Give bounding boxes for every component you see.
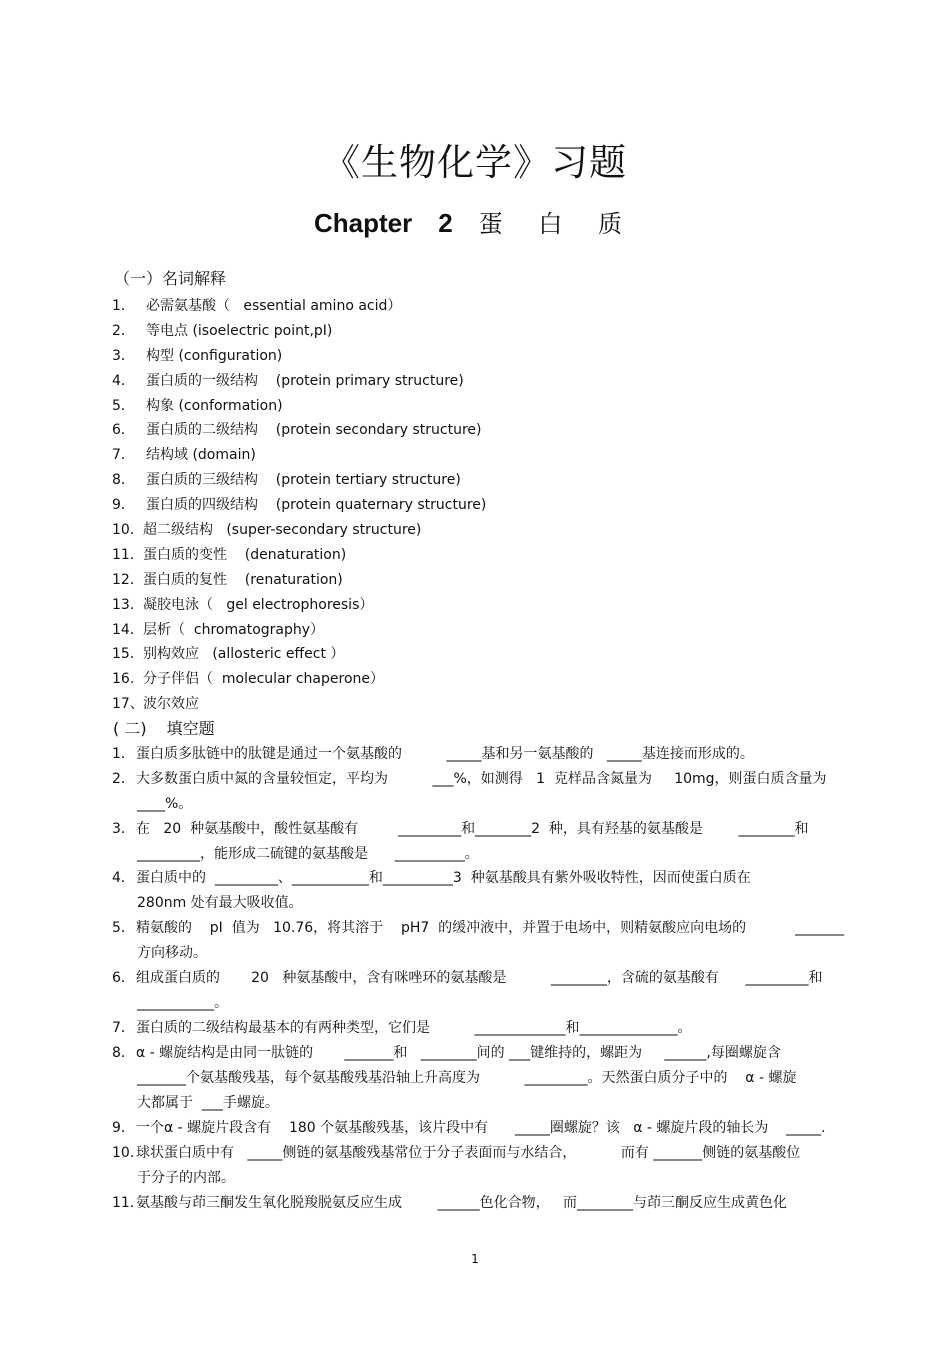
question-line: 精氨酸的 pI 值为 10.76，将其溶于 pH7 的缓冲液中，并置于电场中，则精氨酸应向电场的 _______ (136, 920, 845, 936)
question-number: 4． (112, 870, 135, 886)
item-text: 构象 (conformation) (146, 397, 283, 414)
question-line: 大多数蛋白质中氮的含量较恒定，平均为 ___%，如测得 1 克样品含氮量为 10mg，则蛋白质含量为 (136, 771, 827, 787)
item-text: 蛋白质的一级结构 (protein primary structure) (146, 372, 464, 389)
question-number: 3． (112, 821, 135, 837)
item-number: 9． (112, 497, 135, 514)
list-item (112, 445, 486, 470)
question-line: _________，能形成二硫键的氨基酸是 __________。 (137, 846, 479, 862)
page-title: 《生物化学》习题 (323, 141, 627, 184)
item-number: 11． (112, 546, 144, 563)
item-number: 6． (112, 422, 135, 439)
item-number: 5． (112, 397, 135, 414)
question-line: _______个氨基酸残基，每个氨基酸残基沿轴上升高度为 _________。天然蛋白质分子中的 α - 螺旋 (137, 1070, 797, 1086)
item-number: 10． (112, 522, 144, 539)
item-text: 波尔效应 (143, 696, 199, 713)
question-number: 7． (112, 1020, 135, 1036)
item-text: 别构效应 (allosteric effect ） (143, 646, 345, 663)
question-number: 1． (112, 746, 135, 762)
question-item (112, 767, 862, 817)
list-item (112, 520, 486, 545)
question-line: 球状蛋白质中有 _____侧链的氨基酸残基常位于分子表面而与水结合， 而有 _______侧链的氨基酸位 (136, 1145, 801, 1161)
question-item (112, 1191, 862, 1216)
item-number: 15． (112, 646, 144, 663)
item-text: 蛋白质的二级结构 (protein secondary structure) (146, 422, 482, 439)
question-number: 9． (112, 1120, 135, 1136)
question-line: ____%。 (137, 796, 193, 812)
list-item (112, 346, 486, 371)
item-text: 超二级结构 (super-secondary structure) (143, 522, 422, 539)
list-item (112, 296, 486, 321)
list-item (112, 396, 486, 421)
question-item (112, 1141, 862, 1191)
item-number: 12． (112, 571, 144, 588)
item-text: 分子伴侣（ molecular chaperone） (143, 671, 385, 688)
question-item (112, 1041, 862, 1116)
terms-list (112, 296, 486, 719)
list-item (112, 420, 486, 445)
section-heading-terms: （一）名词解释 (114, 269, 227, 288)
item-text: 必需氨基酸（ essential amino acid） (146, 298, 402, 314)
item-text: 蛋白质的变性 (denaturation) (143, 546, 347, 563)
section-heading-fill-blank (113, 716, 215, 739)
question-number: 10． (112, 1145, 144, 1161)
chapter-heading (0, 204, 950, 239)
item-number: 4． (112, 372, 135, 389)
question-number: 6． (112, 970, 135, 986)
question-line: 组成蛋白质的 20 种氨基酸中，含有咪唑环的氨基酸是 ________，含硫的氨基酸有 _________和 (136, 970, 823, 986)
question-item (112, 1016, 862, 1041)
question-line: 280nm 处有最大吸收值。 (137, 895, 303, 911)
question-number: 8． (112, 1045, 135, 1061)
question-line: 大都属于 ___手螺旋。 (137, 1095, 279, 1111)
item-number: 1． (112, 298, 135, 314)
question-line: 一个α - 螺旋片段含有 180 个氨基酸残基，该片段中有 _____圈螺旋？该 α - 螺旋片段的轴长为 _____. (136, 1120, 826, 1136)
item-text: 蛋白质的复性 (renaturation) (143, 571, 343, 588)
item-text: 等电点 (isoelectric point,pI) (146, 322, 333, 339)
chapter-number: 2 (438, 208, 453, 238)
question-line: 蛋白质中的 _________、___________和__________3 种氨基酸具有紫外吸收特性，因而使蛋白质在 (136, 870, 751, 886)
question-item (112, 817, 862, 867)
question-item (112, 916, 862, 966)
question-line: 在 20 种氨基酸中，酸性氨基酸有 _________和________2 种，具有羟基的氨基酸是 ________和 (136, 821, 809, 837)
item-text: 蛋白质的四级结构 (protein quaternary structure) (146, 497, 487, 514)
question-line: α - 螺旋结构是由同一肽链的 _______和 ________间的 ___键维持的，螺距为 ______,每圈螺旋含 (136, 1045, 781, 1061)
item-text: 凝胶电泳（ gel electrophoresis） (143, 596, 374, 613)
question-line: 蛋白质多肽链中的肽键是通过一个氨基酸的 _____基和另一氨基酸的 _____基连接而形成的。 (136, 746, 754, 762)
question-line: 方向移动。 (137, 945, 207, 961)
question-line: 氨基酸与茚三酮发生氧化脱羧脱氨反应生成 ______色化合物， 而________与茚三酮反应生成黄色化 (136, 1195, 787, 1211)
question-line: 于分子的内部。 (137, 1170, 235, 1186)
question-number: 2． (112, 771, 135, 787)
item-number: 8． (112, 472, 135, 489)
question-item (112, 742, 862, 767)
question-line: 蛋白质的二级结构最基本的有两种类型，它们是 _____________和______________。 (136, 1020, 692, 1036)
list-item (112, 371, 486, 396)
question-number: 11． (112, 1195, 144, 1211)
question-item (112, 966, 862, 1016)
list-item (112, 545, 486, 570)
item-number: 16. (112, 671, 135, 688)
item-number: 7． (112, 447, 135, 464)
item-text: 构型 (configuration) (146, 347, 283, 364)
chapter-name: 蛋 白 质 (478, 210, 636, 238)
chapter-label: Chapter (314, 208, 413, 238)
list-item (112, 644, 486, 669)
section-title: 填空题 (166, 719, 215, 738)
page-number: 1 (471, 1252, 479, 1266)
item-number: 17、 (112, 696, 144, 713)
item-number: 13． (112, 596, 144, 613)
list-item (112, 620, 486, 645)
item-number: 14． (112, 621, 144, 638)
question-item (112, 866, 862, 916)
question-line: ___________。 (137, 995, 228, 1011)
list-item (112, 470, 486, 495)
list-item (112, 495, 486, 520)
question-number: 5． (112, 920, 135, 936)
item-text: 蛋白质的三级结构 (protein tertiary structure) (146, 472, 461, 489)
list-item (112, 321, 486, 346)
section-number: ( 二) (113, 719, 147, 738)
list-item (112, 570, 486, 595)
item-number: 3． (112, 347, 135, 364)
list-item (112, 669, 486, 694)
item-number: 2． (112, 322, 135, 339)
item-text: 结构域 (domain) (146, 447, 256, 464)
list-item (112, 595, 486, 620)
question-item (112, 1116, 862, 1141)
item-text: 层析（ chromatography） (143, 621, 325, 638)
